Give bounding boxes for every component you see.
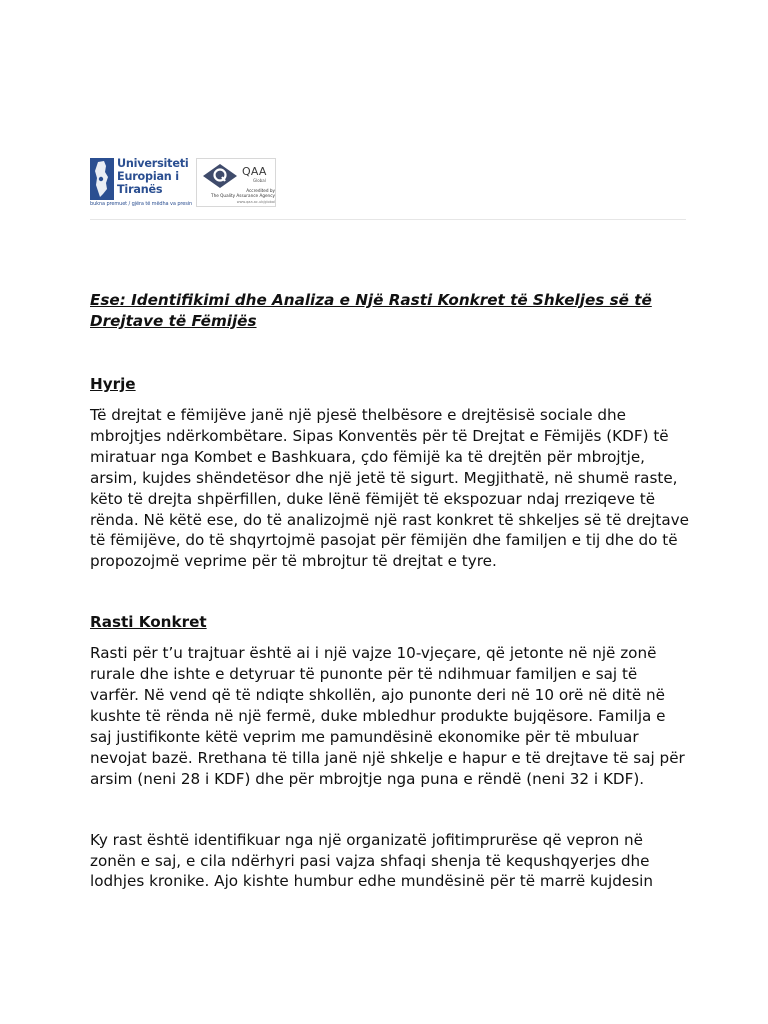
document-body	[90, 290, 690, 892]
paragraph-rasti-2: Ky rast është identifikuar nga një organizatë jofitimprurëse që vepron në zonën e saj, e cila ndërhyri pasi vajza shfaqi shenja të kequshqyerjes dhe lodhjes kronike. Ajo kishte humbur edhe mundësinë për të marrë kujdesin	[90, 830, 653, 891]
uet-logo-tagline: bukna premuet / gjëra të mëdha va presin	[90, 201, 193, 207]
section-heading-rasti-konkret: Rasti Konkret	[90, 613, 207, 632]
qaa-logo-sub: Global	[253, 178, 266, 183]
qaa-logo-name: QAA	[242, 165, 267, 178]
qaa-accredited-line-3: www.qaa.ac.uk/global	[236, 200, 275, 204]
uet-map-icon	[90, 158, 114, 200]
qaa-logo	[196, 158, 276, 207]
paragraph-rasti-1: Rasti për t’u trajtuar është ai i një vajze 10-vjeçare, që jetonte në një zonë rurale dhe ishte e detyruar të punonte për të ndihmuar familjen e saj të varfër. Në vend që të ndiqte shkollën, ajo punonte deri në 10 orë në ditë në kushte të rënda në një fermë, duke mbledhur produkte bujqësore. Familja e saj justifikonte këtë veprim me pamundësinë ekonomike për të mbuluar nevojat bazë. Rrethana të tilla janë një shkelje e hapur e të drejtave të saj për arsim (neni 28 i KDF) dhe për mbrojtje nga puna e rëndë (neni 32 i KDF).	[90, 644, 685, 788]
uet-logo-line-1: Universiteti	[117, 157, 189, 170]
uet-logo	[90, 157, 193, 209]
essay-title: Ese: Identifikimi dhe Analiza e Një Rasti Konkret të Shkeljes së të Drejtave të Fëmijës	[90, 291, 652, 330]
qaa-accredited-line-1: Accredited by	[246, 188, 275, 193]
uet-logo-line-3: Tiranës	[117, 183, 163, 196]
paragraph-hyrje: Të drejtat e fëmijëve janë një pjesë thelbësore e drejtësisë sociale dhe mbrojtjes ndërkombëtare. Sipas Konventës për të Drejtat e Fëmijës (KDF) të miratuar nga Kombet e Bashkuara, çdo fëmijë ka të drejtën për mbrojtje, arsim, kujdes shëndetësor dhe një jetë të sigurt. Megjithatë, në shumë raste, këto të drejta shpërfillen, duke lënë fëmijët të ekspozuar ndaj rreziqeve të rënda. Në këtë ese, do të analizojmë një rast konkret të shkeljes së të drejtave të fëmijëve, do të shqyrtojmë pasojat për fëmijën dhe familjen e tij dhe do të propozojmë veprime për të mbrojtur të drejtat e tyre.	[90, 406, 689, 571]
qaa-accredited-line-2: The Quality Assurance Agency	[211, 193, 275, 198]
section-heading-hyrje: Hyrje	[90, 375, 136, 393]
uet-logo-line-2: Europian i	[117, 170, 179, 183]
qaa-accredited-text	[207, 188, 275, 198]
document-header	[90, 157, 686, 220]
